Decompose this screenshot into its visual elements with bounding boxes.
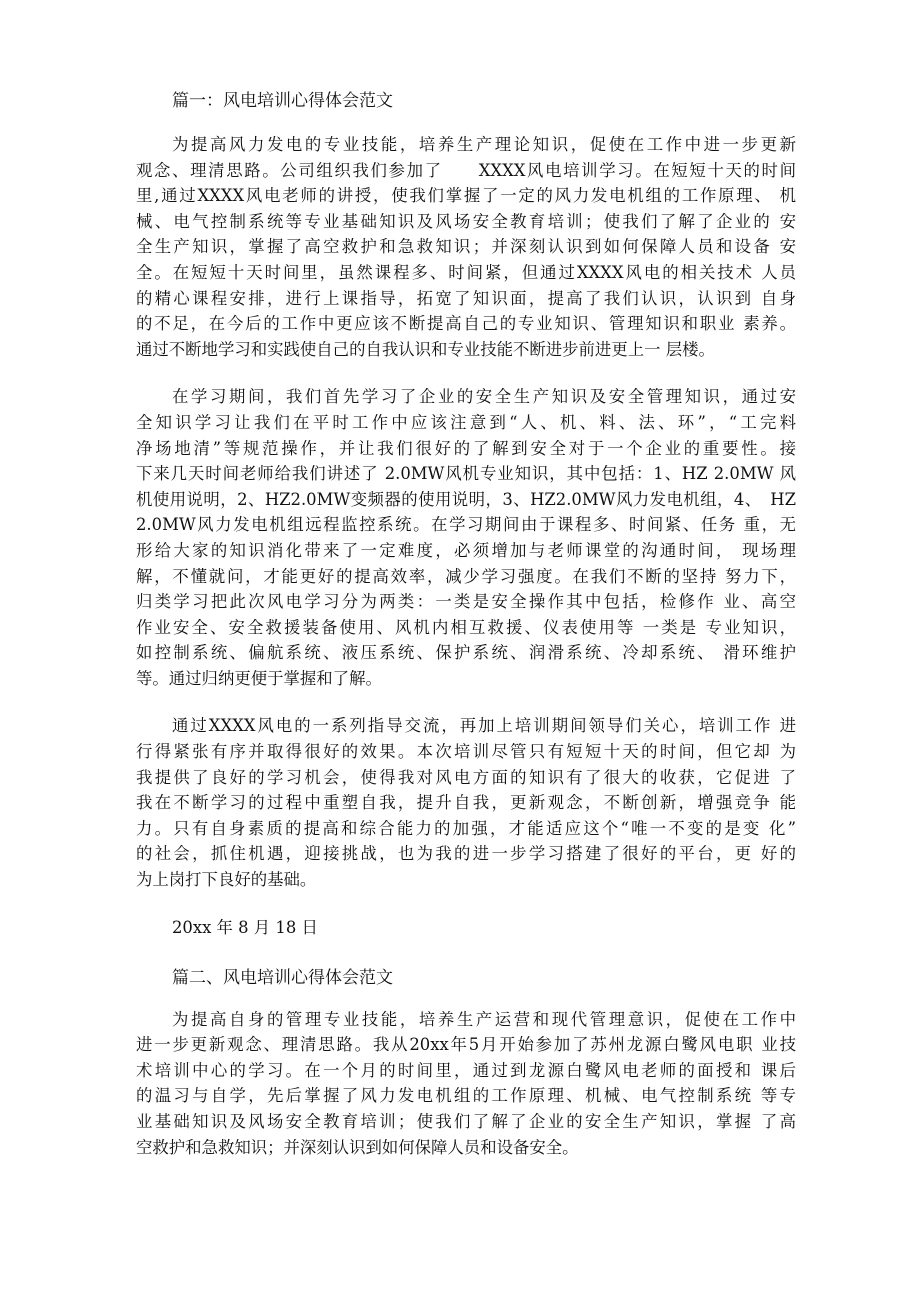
section1-paragraph-1 (136, 132, 796, 362)
text-line: 械、电气控制系统等专业基础知识及风场安全教育培训；使我们了解了企业的 安 (136, 211, 796, 231)
text-line: 的精心课程安排，进行上课指导，拓宽了知识面，提高了我们认识，认识到 自身 (136, 288, 796, 308)
text-line: 归类学习把此次风电学习分为两类：一类是安全操作其中包括，检修作 业、高空 (136, 592, 796, 612)
text-line: 全知识学习让我们在平时工作中应该注意到“人、机、料、法、环”，“工完料 (136, 412, 796, 432)
section1-paragraph-3 (136, 713, 796, 892)
text-line: 在学习期间，我们首先学习了企业的安全生产知识及安全管理知识，通过安 (172, 387, 796, 407)
section2-paragraph-1 (136, 1007, 796, 1161)
text-line: 行得紧张有序并取得很好的效果。本次培训尽管只有短短十天的时间，但它却 为 (136, 742, 796, 762)
text-line: 业基础知识及风场安全教育培训；使我们了解了企业的安全生产知识，掌握 了高 (136, 1112, 796, 1131)
text-line: 净场地清”等规范操作，并让我们很好的了解到安全对于一个企业的重要性。接 (136, 438, 796, 458)
text-line: 空救护和急救知识；并深刻认识到如何保障人员和设备安全。 (136, 1137, 579, 1157)
text-line: 全。在短短十天时间里，虽然课程多、时间紧，但通过XXXX风电的相关技术 人员 (136, 262, 796, 282)
section2-heading: 篇二、风电培训心得体会范文 (172, 967, 393, 988)
text-line: 我在不断学习的过程中重塑自我，提升自我，更新观念，不断创新，增强竞争 能 (136, 793, 796, 813)
text-line: 的社会，抓住机遇，迎接挑战，也为我的进一步学习搭建了很好的平台，更 好的 (136, 844, 796, 864)
text-line: 下来几天时间老师给我们讲述了 2.0MW风机专业知识，其中包括：1、HZ 2.0MW 风 (136, 464, 796, 484)
text-line: 通过XXXX风电的一系列指导交流，再加上培训期间领导们关心，培训工作 进 (172, 716, 796, 736)
text-line: 通过不断地学习和实践使自己的自我认识和专业技能不断进步前进更上一 层楼。 (136, 339, 715, 359)
text-line: 我提供了良好的学习机会，使得我对风电方面的知识有了很大的收获，它促进 了 (136, 767, 796, 787)
text-line: 2.0MW风力发电机组远程监控系统。在学习期间由于课程多、时间紧、任务 重，无 (136, 515, 796, 535)
document-date: 20xx 年 8 月 18 日 (172, 917, 318, 937)
text-line: 等。通过归纳更便于掌握和了解。 (136, 668, 382, 688)
text-line: 为上岗打下良好的基础。 (136, 870, 317, 890)
text-line: 术培训中心的学习。在一个月的时间里，通过到龙源白鹭风电老师的面授和 课后 (136, 1060, 796, 1080)
section1-heading: 篇一：风电培训心得体会范文 (172, 91, 393, 111)
section1-paragraph-2 (136, 384, 796, 691)
text-line: 如控制系统、偏航系统、液压系统、保护系统、润滑系统、冷却系统、 滑环维护 (136, 643, 796, 663)
text-line: 作业安全、安全救援装备使用、风机内相互救援、仪表使用等 一类是 专业知识， (136, 617, 796, 637)
text-line: 机使用说明，2、HZ2.0MW变频器的使用说明，3、HZ2.0MW风力发电机组，4、 HZ (136, 489, 796, 509)
text-line: 为提高自身的管理专业技能，培养生产运营和现代管理意识，促使在工作中 (172, 1009, 796, 1029)
text-line: 的不足，在今后的工作中更应该不断提高自己的专业知识、管理知识和职业 素养。 (136, 314, 796, 334)
text-line: 里,通过XXXX风电老师的讲授，使我们掌握了一定的风力发电机组的工作原理、 机 (136, 186, 796, 206)
text-line: 力。只有自身素质的提高和综合能力的加强，才能适应这个“唯一不变的是变 化” (136, 818, 796, 838)
text-line: 形给大家的知识消化带来了一定难度，必须增加与老师课堂的沟通时间， 现场理 (136, 540, 796, 560)
text-line: 的温习与自学，先后掌握了风力发电机组的工作原理、机械、电气控制系统 等专 (136, 1086, 796, 1106)
text-line: 为提高风力发电的专业技能，培养生产理论知识，促使在工作中进一步更新 (172, 135, 796, 154)
text-line: 全生产知识，掌握了高空救护和急救知识；并深刻认识到如何保障人员和设备 安 (136, 237, 796, 257)
document-page (136, 86, 796, 1160)
text-line: 观念、理清思路。公司组织我们参加了 XXXX风电培训学习。在短短十天的时间 (136, 160, 796, 180)
text-line: 解，不懂就问，才能更好的提高效率，减少学习强度。在我们不断的坚持 努力下， (136, 566, 796, 586)
text-line: 进一步更新观念、理清思路。我从20xx年5月开始参加了苏州龙源白鹭风电职 业技 (136, 1035, 796, 1055)
